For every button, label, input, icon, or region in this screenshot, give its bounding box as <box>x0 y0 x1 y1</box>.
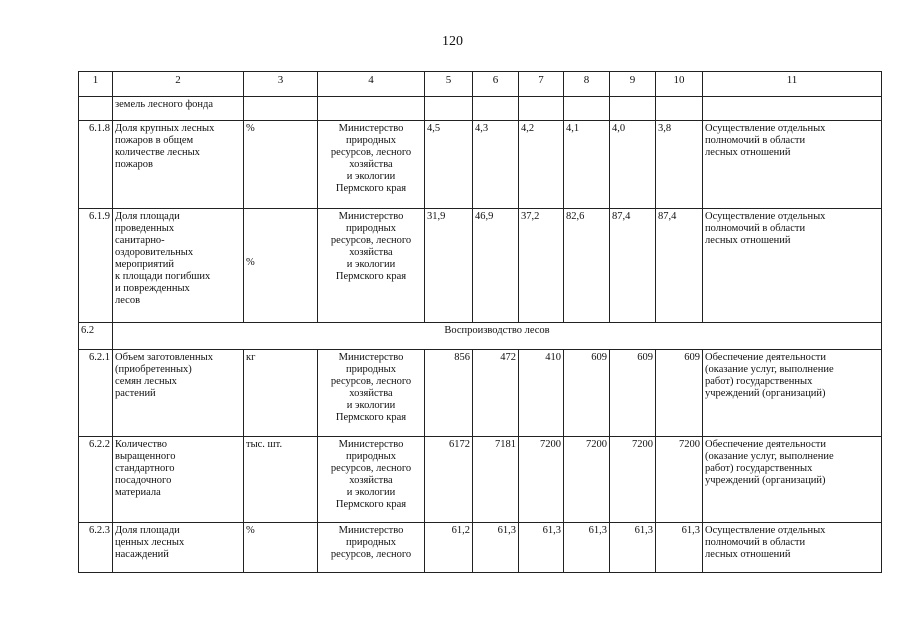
indicator-name: Доля площади ценных лесных насаждений <box>113 523 244 573</box>
col-header: 11 <box>703 72 882 97</box>
value-2021: 7200 <box>519 437 564 523</box>
value-2019: 856 <box>425 350 473 437</box>
col-header: 7 <box>519 72 564 97</box>
value-2022: 4,1 <box>564 121 610 209</box>
note: Обеспечение деятельности (оказание услуг, выполнение работ) государственных учреждений (организаций) <box>703 350 882 437</box>
table-row <box>79 97 882 121</box>
value-2022: 82,6 <box>564 209 610 323</box>
indicator-name: Количество выращенного стандартного посадочного материала <box>113 437 244 523</box>
responsible-org: Министерство природных ресурсов, лесного хозяйства и экологии Пермского края <box>318 350 425 437</box>
value-2021: 61,3 <box>519 523 564 573</box>
empty-cell <box>656 97 703 121</box>
value-2023: 4,0 <box>610 121 656 209</box>
col-header: 5 <box>425 72 473 97</box>
column-numbers-row <box>79 72 882 97</box>
value-2020: 472 <box>473 350 519 437</box>
value-2020: 7181 <box>473 437 519 523</box>
section-number: 6.2 <box>79 323 113 350</box>
value-2022: 609 <box>564 350 610 437</box>
row-number: 6.2.2 <box>79 437 113 523</box>
note: Осуществление отдельных полномочий в области лесных отношений <box>703 121 882 209</box>
indicator-name: Доля площади проведенных санитарно- оздоровительных мероприятий к площади погибших и поврежденных лесов <box>113 209 244 323</box>
table-row <box>79 437 882 523</box>
empty-cell <box>318 97 425 121</box>
empty-cell <box>610 97 656 121</box>
section-row <box>79 323 882 350</box>
table-row <box>79 209 882 323</box>
value-2024: 7200 <box>656 437 703 523</box>
col-header: 6 <box>473 72 519 97</box>
col-header: 1 <box>79 72 113 97</box>
value-2019: 31,9 <box>425 209 473 323</box>
row-number: 6.2.3 <box>79 523 113 573</box>
section-title: Воспроизводство лесов <box>113 323 882 350</box>
indicator-name: Объем заготовленных (приобретенных) семян лесных растений <box>113 350 244 437</box>
table-row <box>79 350 882 437</box>
value-2023: 7200 <box>610 437 656 523</box>
empty-cell <box>564 97 610 121</box>
value-2024: 609 <box>656 350 703 437</box>
table-row <box>79 523 882 573</box>
indicator-name: земель лесного фонда <box>113 97 244 121</box>
value-2020: 61,3 <box>473 523 519 573</box>
responsible-org: Министерство природных ресурсов, лесного хозяйства и экологии Пермского края <box>318 437 425 523</box>
value-2022: 61,3 <box>564 523 610 573</box>
unit: % <box>244 121 318 209</box>
empty-cell <box>244 97 318 121</box>
value-2024: 87,4 <box>656 209 703 323</box>
value-2020: 46,9 <box>473 209 519 323</box>
value-2023: 609 <box>610 350 656 437</box>
col-header: 3 <box>244 72 318 97</box>
unit: кг <box>244 350 318 437</box>
value-2021: 4,2 <box>519 121 564 209</box>
responsible-org: Министерство природных ресурсов, лесного хозяйства и экологии Пермского края <box>318 121 425 209</box>
empty-cell <box>703 97 882 121</box>
value-2024: 3,8 <box>656 121 703 209</box>
table-row <box>79 121 882 209</box>
responsible-org: Министерство природных ресурсов, лесного хозяйства и экологии Пермского края <box>318 209 425 323</box>
unit: % <box>244 523 318 573</box>
empty-cell <box>473 97 519 121</box>
note: Осуществление отдельных полномочий в области лесных отношений <box>703 523 882 573</box>
indicators-table <box>78 71 882 573</box>
row-number: 6.2.1 <box>79 350 113 437</box>
col-header: 9 <box>610 72 656 97</box>
value-2024: 61,3 <box>656 523 703 573</box>
value-2019: 4,5 <box>425 121 473 209</box>
empty-cell <box>519 97 564 121</box>
indicator-name: Доля крупных лесных пожаров в общем количестве лесных пожаров <box>113 121 244 209</box>
col-header: 4 <box>318 72 425 97</box>
row-number: 6.1.8 <box>79 121 113 209</box>
value-2019: 61,2 <box>425 523 473 573</box>
col-header: 10 <box>656 72 703 97</box>
row-number: 6.1.9 <box>79 209 113 323</box>
value-2023: 61,3 <box>610 523 656 573</box>
empty-cell <box>425 97 473 121</box>
note: Обеспечение деятельности (оказание услуг, выполнение работ) государственных учреждений (организаций) <box>703 437 882 523</box>
value-2023: 87,4 <box>610 209 656 323</box>
responsible-org: Министерство природных ресурсов, лесного <box>318 523 425 573</box>
value-2020: 4,3 <box>473 121 519 209</box>
value-2022: 7200 <box>564 437 610 523</box>
col-header: 2 <box>113 72 244 97</box>
value-2021: 37,2 <box>519 209 564 323</box>
page-number: 120 <box>442 34 463 49</box>
empty-cell <box>79 97 113 121</box>
note: Осуществление отдельных полномочий в области лесных отношений <box>703 209 882 323</box>
value-2021: 410 <box>519 350 564 437</box>
unit: % <box>244 209 318 323</box>
col-header: 8 <box>564 72 610 97</box>
unit: тыс. шт. <box>244 437 318 523</box>
value-2019: 6172 <box>425 437 473 523</box>
